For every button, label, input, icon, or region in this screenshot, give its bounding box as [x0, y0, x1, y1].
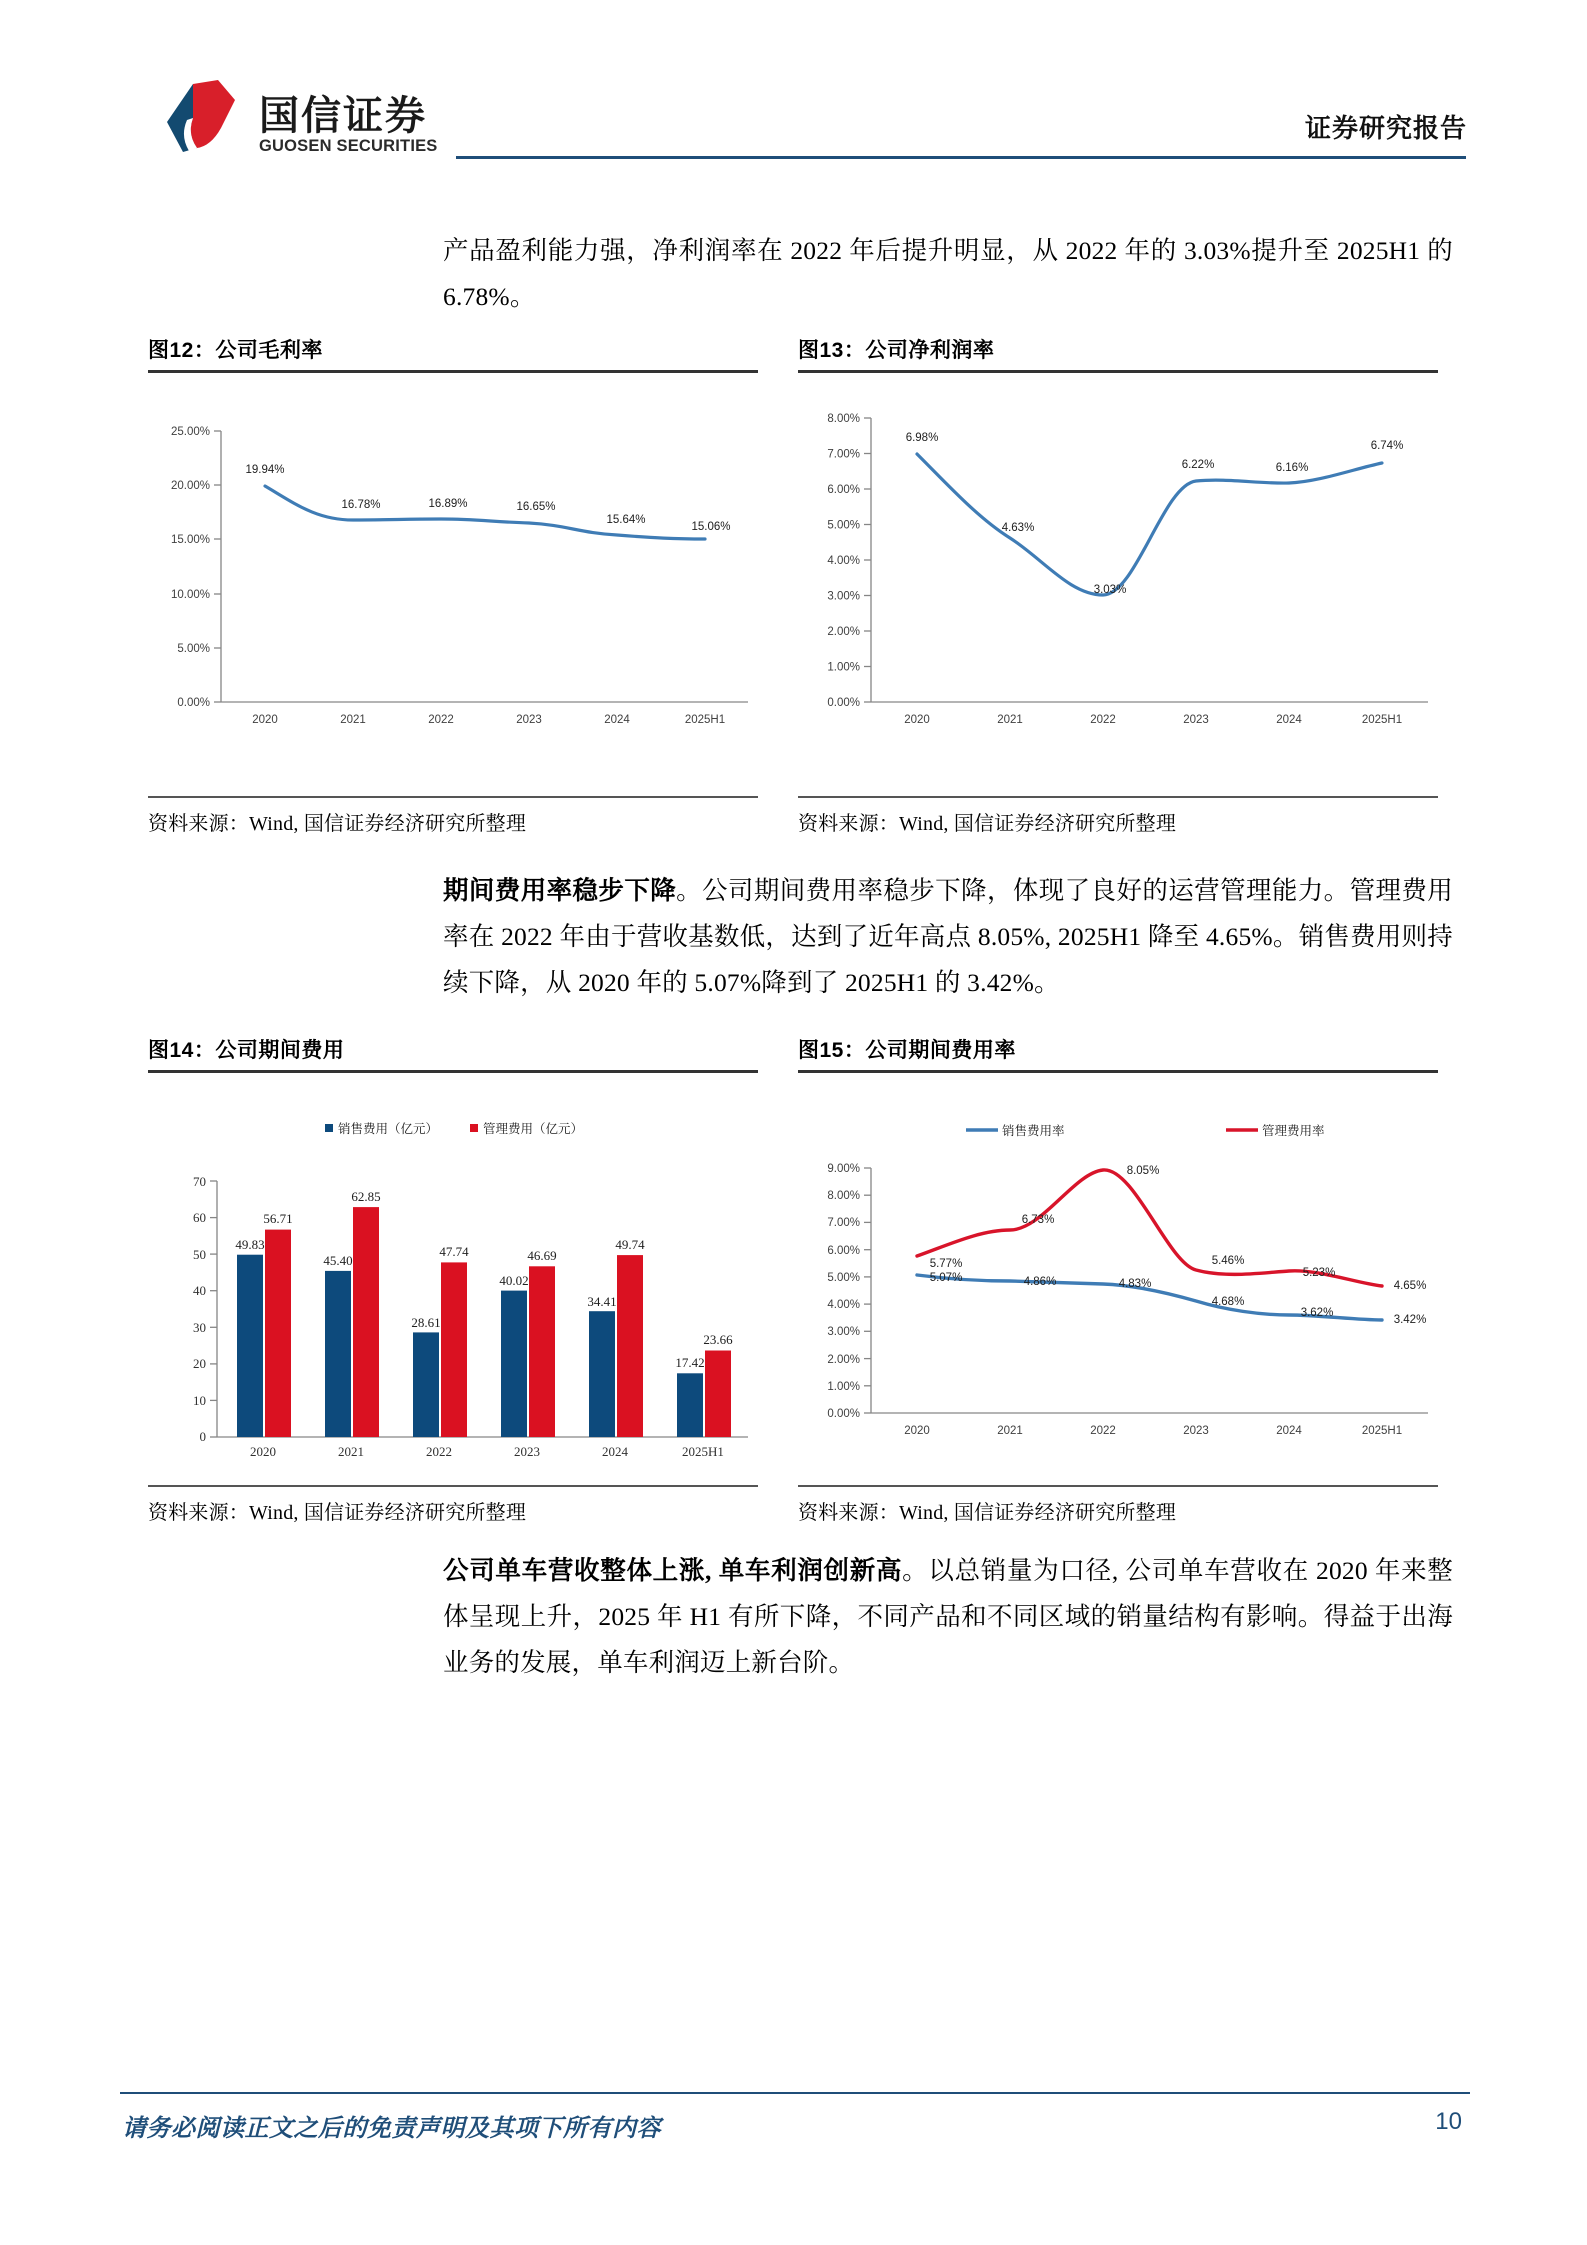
svg-text:2021: 2021: [340, 713, 366, 726]
svg-text:23.66: 23.66: [703, 1331, 733, 1347]
bar-admin-2021: [353, 1207, 379, 1437]
report-type-label: 证券研究报告: [1304, 113, 1467, 143]
svg-text:2021: 2021: [338, 1443, 364, 1459]
svg-text:4.83%: 4.83%: [1118, 1277, 1152, 1290]
svg-text:2023: 2023: [514, 1443, 540, 1459]
svg-text:6.16%: 6.16%: [1275, 461, 1309, 474]
svg-text:8.00%: 8.00%: [827, 412, 860, 425]
svg-text:40: 40: [193, 1282, 206, 1298]
svg-text:20: 20: [193, 1355, 206, 1371]
bar-admin-2024: [617, 1255, 643, 1437]
svg-text:2025H1: 2025H1: [1361, 713, 1403, 726]
svg-text:8.00%: 8.00%: [827, 1189, 860, 1202]
svg-text:5.00%: 5.00%: [827, 1271, 860, 1284]
fig13-chart: [798, 373, 1438, 796]
fig13-svg: [798, 373, 1438, 796]
paragraph-3-text: 。以总销量为口径, 公司单车营收在 2020 年来整体呈现上升，2025 年 H1 有所下降，不同产品和不同区域的销量结构有影响。得益于出海业务的发展，单车利润迈上新台阶。: [443, 1556, 1453, 1677]
svg-text:10: 10: [193, 1392, 206, 1408]
fig15-source: 资料来源：Wind, 国信证券经济研究所整理: [798, 1501, 1177, 1524]
svg-text:15.00%: 15.00%: [170, 533, 210, 546]
svg-text:6.73%: 6.73%: [1021, 1213, 1055, 1226]
svg-text:4.68%: 4.68%: [1211, 1295, 1245, 1308]
svg-text:50: 50: [193, 1246, 206, 1262]
svg-text:16.89%: 16.89%: [428, 497, 468, 510]
svg-text:2024: 2024: [602, 1443, 628, 1459]
bar-admin-2020: [265, 1229, 291, 1436]
logo-chinese-text: 国信证券: [259, 93, 427, 138]
svg-text:0.00%: 0.00%: [827, 696, 860, 709]
svg-text:70: 70: [193, 1173, 206, 1189]
svg-text:15.64%: 15.64%: [606, 513, 646, 526]
bar-sales-2023: [501, 1290, 527, 1436]
paragraph-1-text: 产品盈利能力强，净利润率在 2022 年后提升明显，从 2022 年的 3.03%提升至 2025H1 的 6.78%。: [443, 236, 1453, 311]
svg-text:1.00%: 1.00%: [827, 1380, 860, 1393]
legend-label-admin-ratio: 管理费用率: [1262, 1123, 1325, 1138]
svg-text:7.00%: 7.00%: [827, 448, 860, 460]
svg-text:2025H1: 2025H1: [684, 713, 726, 726]
svg-text:2021: 2021: [997, 1424, 1023, 1437]
legend-label-admin: 管理费用（亿元）: [483, 1121, 584, 1136]
fig15-title: 图15：公司期间费用率: [798, 1039, 1016, 1062]
fig14-title: 图14：公司期间费用: [148, 1039, 345, 1062]
fig15-chart: [798, 1073, 1438, 1485]
svg-text:49.83: 49.83: [235, 1236, 265, 1252]
fig14-chart: [148, 1073, 758, 1485]
svg-text:7.00%: 7.00%: [827, 1216, 860, 1229]
svg-text:6.98%: 6.98%: [905, 431, 939, 444]
fig12-svg: [148, 373, 758, 796]
svg-text:6.00%: 6.00%: [827, 1244, 860, 1257]
svg-text:49.74: 49.74: [615, 1236, 645, 1252]
footer-divider: [120, 2092, 1470, 2094]
svg-text:2025H1: 2025H1: [1361, 1424, 1403, 1437]
svg-text:0: 0: [199, 1428, 206, 1444]
svg-text:6.00%: 6.00%: [827, 483, 860, 496]
page-header: [0, 0, 1587, 190]
bar-admin-2023: [529, 1266, 555, 1437]
fig15-svg: [798, 1073, 1438, 1485]
svg-text:6.74%: 6.74%: [1370, 439, 1404, 452]
paragraph-2-lead: 期间费用率稳步下降: [443, 876, 677, 905]
bar-sales-2022: [413, 1332, 439, 1437]
svg-text:2023: 2023: [516, 713, 542, 726]
bar-sales-2021: [325, 1270, 351, 1436]
svg-text:4.00%: 4.00%: [827, 1298, 860, 1311]
svg-text:2.00%: 2.00%: [827, 625, 860, 638]
svg-text:45.40: 45.40: [323, 1252, 353, 1268]
svg-text:0.00%: 0.00%: [177, 696, 210, 709]
svg-text:2024: 2024: [604, 713, 630, 726]
svg-text:4.63%: 4.63%: [1001, 521, 1035, 534]
legend-swatch-sales: [325, 1124, 333, 1132]
svg-text:16.78%: 16.78%: [341, 498, 381, 511]
svg-text:5.77%: 5.77%: [929, 1257, 963, 1270]
paragraph-2-text: 。公司期间费用率稳步下降，体现了良好的运营管理能力。管理费用率在 2022 年由于营收基数低，达到了近年高点 8.05%, 2025H1 降至 4.65%。销售费用则持续下降，从 2020 年的 5.07%降到了 2025H1 的 3.42%。: [443, 876, 1453, 997]
svg-text:34.41: 34.41: [587, 1293, 617, 1309]
svg-text:28.61: 28.61: [411, 1314, 441, 1330]
svg-text:3.03%: 3.03%: [1093, 583, 1127, 596]
svg-text:16.65%: 16.65%: [516, 500, 556, 513]
svg-text:2025H1: 2025H1: [682, 1443, 724, 1459]
legend-label-sales-ratio: 销售费用率: [1002, 1123, 1065, 1138]
exhibit-fig13: [798, 340, 1438, 836]
svg-text:2020: 2020: [250, 1443, 276, 1459]
svg-text:2022: 2022: [1090, 1424, 1116, 1437]
fig14-svg: [148, 1073, 758, 1485]
svg-text:2020: 2020: [252, 713, 278, 726]
svg-text:2.00%: 2.00%: [827, 1353, 860, 1366]
fig13-title: 图13：公司净利润率: [798, 339, 995, 362]
svg-text:47.74: 47.74: [439, 1243, 469, 1259]
bar-sales-2025h1: [677, 1373, 703, 1437]
svg-text:2022: 2022: [428, 713, 454, 726]
svg-text:15.06%: 15.06%: [691, 520, 731, 533]
svg-text:25.00%: 25.00%: [170, 425, 210, 438]
svg-text:60: 60: [193, 1209, 206, 1225]
brand-logo: [163, 78, 438, 156]
svg-text:1.00%: 1.00%: [827, 661, 860, 673]
svg-text:2024: 2024: [1276, 1424, 1302, 1437]
header-divider: [456, 156, 1466, 159]
exhibit-fig12: [148, 340, 758, 836]
svg-text:2024: 2024: [1276, 713, 1302, 726]
paragraph-expense-ratio: [443, 868, 1453, 1006]
paragraph-profitability: [443, 228, 1453, 320]
svg-text:2022: 2022: [426, 1443, 452, 1459]
paragraph-revenue-per-vehicle: [443, 1548, 1453, 1686]
fig14-source: 资料来源：Wind, 国信证券经济研究所整理: [148, 1501, 527, 1524]
svg-text:40.02: 40.02: [499, 1272, 529, 1288]
svg-text:30: 30: [193, 1319, 206, 1335]
bar-admin-2025h1: [705, 1350, 731, 1437]
svg-text:46.69: 46.69: [527, 1247, 557, 1263]
svg-text:3.00%: 3.00%: [827, 590, 860, 602]
svg-text:2020: 2020: [904, 1424, 930, 1437]
fig12-source: 资料来源：Wind, 国信证券经济研究所整理: [148, 812, 527, 835]
logo-english-text: GUOSEN SECURITIES: [259, 136, 438, 155]
svg-text:2022: 2022: [1090, 713, 1116, 726]
svg-text:20.00%: 20.00%: [170, 479, 210, 492]
svg-text:10.00%: 10.00%: [170, 588, 210, 601]
footer-disclaimer: 请务必阅读正文之后的免责声明及其项下所有内容: [122, 2116, 661, 2142]
svg-text:9.00%: 9.00%: [827, 1162, 860, 1175]
svg-text:6.22%: 6.22%: [1181, 458, 1215, 471]
paragraph-3-lead: 公司单车营收整体上涨, 单车利润创新高: [443, 1556, 903, 1585]
svg-text:8.05%: 8.05%: [1126, 1164, 1160, 1177]
page-number: 10: [1435, 2108, 1462, 2135]
svg-text:4.86%: 4.86%: [1023, 1275, 1057, 1288]
svg-text:4.00%: 4.00%: [827, 554, 860, 567]
svg-text:19.94%: 19.94%: [245, 463, 285, 476]
bar-admin-2022: [441, 1262, 467, 1437]
fig12-chart: [148, 373, 758, 796]
svg-text:2023: 2023: [1183, 1424, 1209, 1437]
exhibit-fig14: [148, 1040, 758, 1525]
svg-text:4.65%: 4.65%: [1393, 1279, 1427, 1292]
exhibit-fig15: [798, 1040, 1438, 1525]
guosen-logo-icon: [163, 78, 245, 156]
fig12-title: 图12：公司毛利率: [148, 339, 323, 362]
legend-label-sales: 销售费用（亿元）: [338, 1121, 439, 1136]
svg-text:5.00%: 5.00%: [177, 642, 210, 655]
svg-text:17.42: 17.42: [675, 1354, 705, 1370]
svg-text:0.00%: 0.00%: [827, 1407, 860, 1420]
svg-text:56.71: 56.71: [263, 1210, 293, 1226]
svg-text:62.85: 62.85: [351, 1188, 381, 1204]
legend-swatch-admin: [470, 1124, 478, 1132]
svg-text:2021: 2021: [997, 713, 1023, 726]
svg-text:3.00%: 3.00%: [827, 1325, 860, 1338]
bar-sales-2020: [237, 1254, 263, 1436]
svg-text:3.62%: 3.62%: [1300, 1306, 1334, 1319]
bar-sales-2024: [589, 1311, 615, 1437]
svg-text:2023: 2023: [1183, 713, 1209, 726]
svg-text:5.46%: 5.46%: [1211, 1254, 1245, 1267]
svg-text:5.07%: 5.07%: [929, 1271, 963, 1284]
fig13-source: 资料来源：Wind, 国信证券经济研究所整理: [798, 812, 1177, 835]
svg-text:5.23%: 5.23%: [1302, 1266, 1336, 1279]
svg-text:5.00%: 5.00%: [827, 519, 860, 531]
svg-text:3.42%: 3.42%: [1393, 1313, 1427, 1326]
svg-text:2020: 2020: [904, 713, 930, 726]
